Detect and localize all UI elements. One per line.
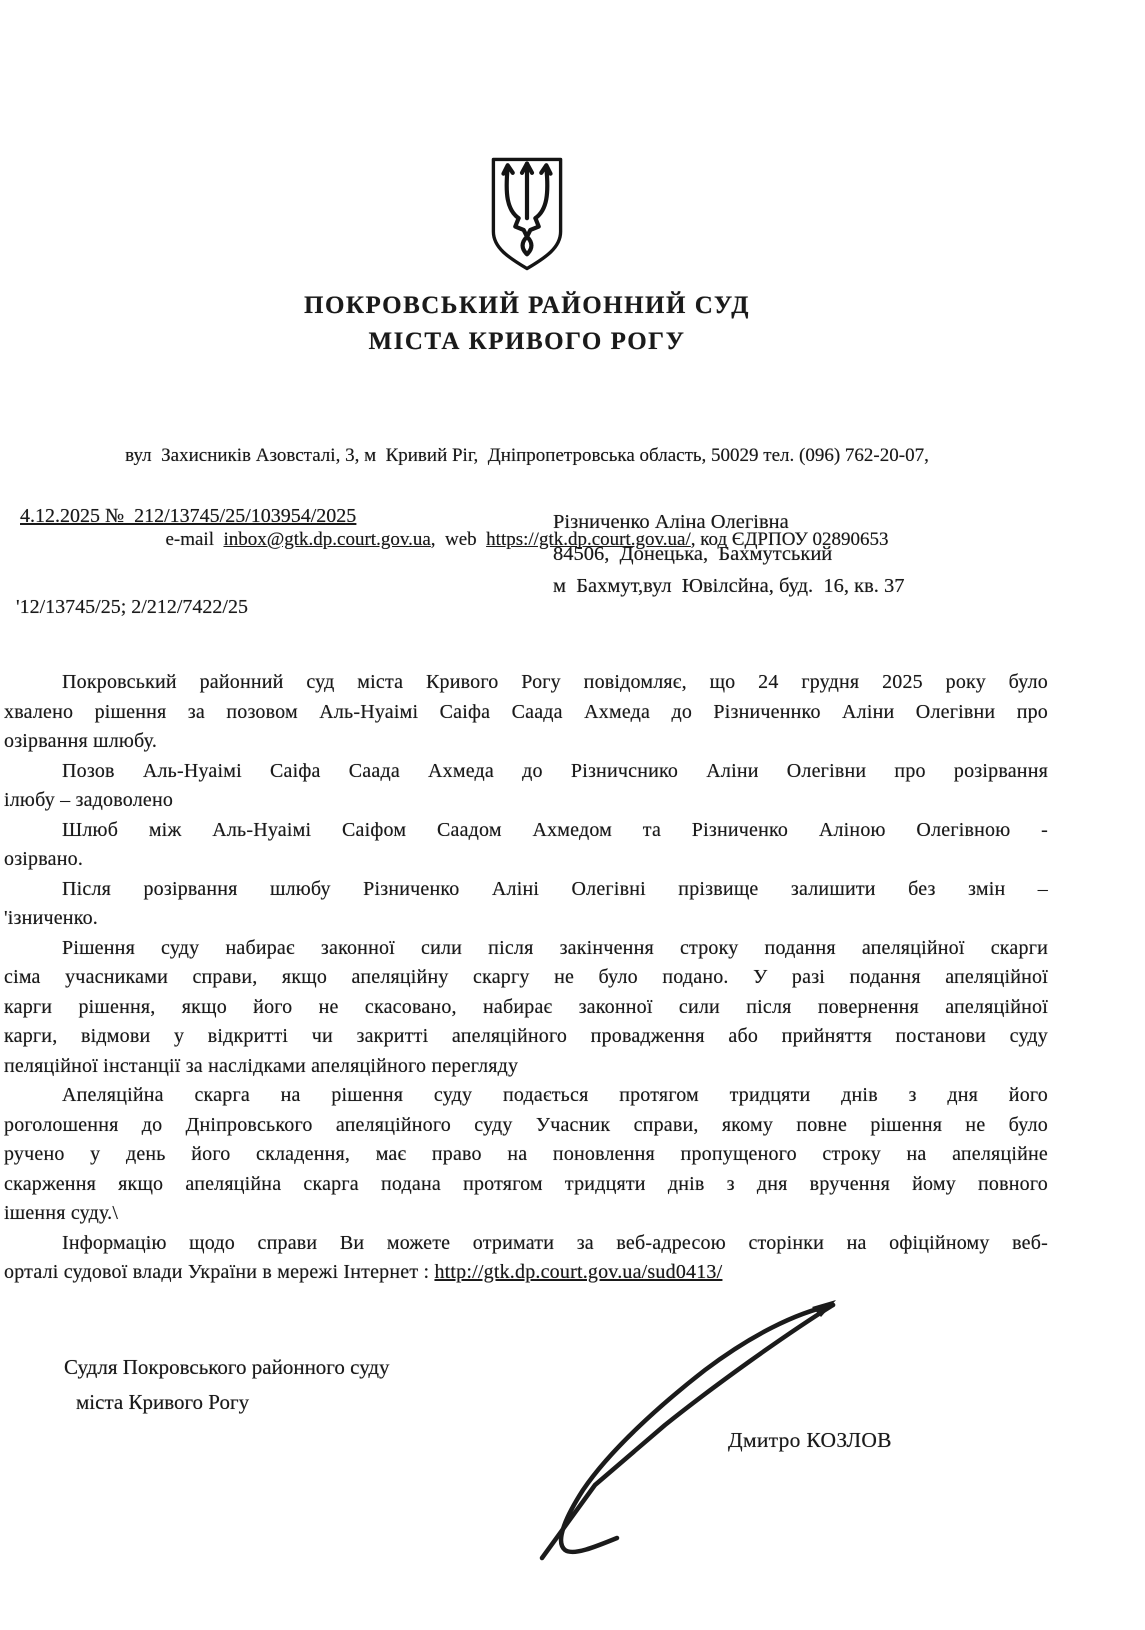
body-line (4, 1199, 1048, 1229)
body-line (4, 698, 1048, 728)
body-line (4, 757, 1048, 787)
body-line-text: Апеляційна скарга на рішення суду подається протягом тридцяти днів з дня його (62, 1084, 1048, 1106)
court-name (0, 288, 1054, 360)
signer-title-block (64, 1350, 390, 1420)
body-line-text: Шлюб між Аль-Нуаімі Саіфом Саадом Ахмедом та Різниченко Аліною Олегівною - (62, 818, 1048, 841)
case-numbers-line: '12/13745/25; 2/212/7422/25 (16, 596, 248, 618)
body-line (4, 875, 1048, 905)
recipient-address-line2: м Бахмут,вул Ювілсйна, буд. 16, кв. 37 (553, 575, 905, 597)
body-line (4, 904, 1048, 934)
contacts-separator: , (430, 529, 446, 550)
body-line-text: ручено у день його складення, має право на поновлення пропущеного строку на апеляційне (4, 1143, 1048, 1165)
web-link[interactable]: https://gtk.dp.court.gov.ua/ (486, 529, 691, 550)
body-line-text: карги, відмови у відкритті чи закритті апеляційного провадження або прийняття постанови суду (4, 1025, 1048, 1047)
body-line (4, 934, 1048, 964)
body-line-text: Інформацію щодо справи Ви можете отримати за веб-адресою сторінки на офіційному веб- (62, 1231, 1048, 1254)
email-label: e-mail (165, 529, 224, 550)
body-line-text: скарження якщо апеляційна скарга подана протягом тридцяти днів з дня вручення йому повного (4, 1172, 1048, 1195)
judge-name: Дмитро КОЗЛОВ (728, 1428, 892, 1452)
body-line-text: ілюбу – задоволено (4, 789, 174, 811)
signer-title-line2: міста Кривого Рогу (76, 1390, 250, 1414)
body-line-text: орталі судової влади України в мережі Інтернет : (4, 1261, 435, 1283)
body-line-text: Після розірвання шлюбу Різниченко Аліні Олегівні прізвище залишити без змін – (62, 877, 1048, 900)
recipient-name: Різниченко Аліна Олегівна (553, 511, 789, 533)
body-line-text: Позов Аль-Нуаімі Саіфа Саада Ахмеда до Різничснико Аліни Олегівни про розірвання (62, 759, 1048, 782)
signer-title-line1: Судля Покровського районного суду (64, 1355, 390, 1379)
body-line-text: озірвання шлюбу. (4, 730, 158, 752)
body-line (4, 1022, 1048, 1052)
body-text (4, 668, 1048, 1288)
body-line (4, 668, 1048, 698)
body-line (4, 1052, 1048, 1082)
recipient-block (553, 506, 905, 602)
body-line (4, 963, 1048, 993)
body-line-text: ішення суду.\ (4, 1202, 119, 1224)
body-line-text: Покровський районний суд міста Кривого Рогу повідомляє, що 24 грудня 2025 року було (62, 671, 1048, 693)
recipient-address-line1: 84506, Донецька, Бахмутський (553, 543, 833, 565)
body-line (4, 727, 1048, 757)
date-number-line: 4.12.2025 № 212/13745/25/103954/2025 (20, 505, 357, 527)
body-line (4, 786, 1048, 816)
body-line-text: Рішення суду набирає законної сили після закінчення строку подання апеляційної скарги (62, 936, 1048, 959)
signature-stroke (515, 1250, 845, 1580)
body-line (4, 1081, 1048, 1111)
edrpou-code: , код ЄДРПОУ 02890653 (690, 529, 889, 550)
court-address-line1: вул Захисників Азовсталі, 3, м Кривий Ріг, Дніпропетровська область, 50029 тел. (096) 762-20-07, (125, 445, 929, 466)
body-line (4, 1140, 1048, 1170)
body-line (4, 1170, 1048, 1200)
body-line-text: роголошення до Дніпровського апеляційного суду Учасник справи, якому повне рішення не було (4, 1113, 1048, 1136)
body-line-text: озірвано. (4, 848, 84, 870)
ukraine-trident-emblem (485, 150, 569, 278)
court-name-line2: МІСТА КРИВОГО РОГУ (368, 328, 686, 355)
web-label: web (445, 529, 487, 550)
email-link[interactable]: inbox@gtk.dp.court.gov.ua (223, 529, 431, 550)
body-line (4, 845, 1048, 875)
court-name-line1: ПОКРОВСЬКИЙ РАЙОННИЙ СУД (304, 292, 750, 319)
trident-icon (485, 150, 569, 278)
body-line-text: карги рішення, якщо його не скасовано, набирає законної сили після повернення апеляційної (4, 995, 1048, 1018)
body-line (4, 816, 1048, 846)
body-line (4, 1111, 1048, 1141)
case-info-link[interactable]: http://gtk.dp.court.gov.ua/sud0413/ (434, 1261, 723, 1283)
body-line-text: пеляційної інстанції за наслідками апеляційного перегляду (4, 1054, 519, 1077)
handwritten-signature (515, 1250, 845, 1580)
body-line-text: сіма учасниками справи, якщо апеляційну скаргу не було подано. У разі подання апеляційної (4, 966, 1048, 988)
body-line-text: 'ізниченко. (4, 907, 99, 929)
body-line (4, 993, 1048, 1023)
body-line-text: хвалено рішення за позовом Аль-Нуаімі Саіфа Саада Ахмеда до Різниченнко Аліни Олегівни про (4, 700, 1048, 723)
